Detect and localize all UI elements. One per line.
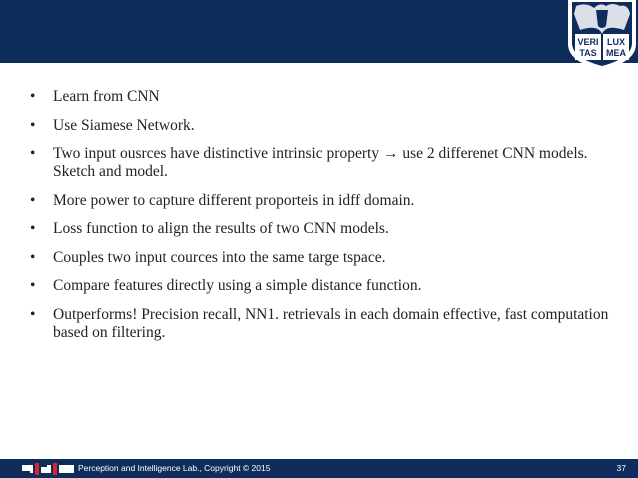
footer-bar (0, 459, 638, 478)
logo-text-veri: VERI (577, 37, 599, 47)
slide-content (30, 88, 610, 352)
bullet-dot: • (30, 116, 36, 134)
bullet-dot: • (30, 191, 36, 209)
bullet-dot: • (30, 277, 36, 294)
bullet-item (30, 145, 610, 181)
bullet-text: More power to capture different proporteis in idff domain. (53, 191, 415, 209)
bullet-dot: • (30, 248, 36, 266)
bullet-item (30, 277, 610, 295)
page-number: 37 (616, 463, 626, 473)
bullet-item (30, 220, 610, 238)
university-seal-logo (566, 0, 638, 70)
logo-text-tas: TAS (579, 48, 597, 58)
bullet-dot: • (30, 220, 36, 237)
bullet-text: Use Siamese Network. (53, 116, 195, 134)
bullet-item (30, 88, 610, 106)
bullet-text: Compare features directly using a simple distance function. (53, 277, 422, 294)
bullet-item (30, 117, 610, 135)
bullet-dot: • (30, 88, 36, 105)
bullet-item (30, 249, 610, 267)
bullet-text: Learn from CNN (53, 88, 160, 105)
lab-logo-icon (22, 463, 74, 475)
header-bar (0, 0, 638, 63)
bullet-dot: • (30, 145, 36, 162)
bullet-text: Outperforms! Precision recall, NN1. retrievals in each domain effective, fast computation based on filtering. (53, 305, 609, 341)
bullet-text: Couples two input cources into the same targe tspace. (53, 248, 386, 266)
bullet-list (30, 88, 610, 342)
bullet-text: Loss function to align the results of two CNN models. (53, 220, 389, 237)
bullet-item (30, 192, 610, 210)
bullet-text: Two input ousrces have distinctive intrinsic property → use 2 differenet CNN models. Sketch and model. (53, 145, 588, 180)
footer-credit: Perception and Intelligence Lab., Copyright © 2015 (78, 463, 271, 473)
bullet-item (30, 306, 610, 342)
logo-text-lux: LUX (607, 37, 625, 47)
logo-text-mea: MEA (606, 48, 626, 58)
bullet-dot: • (30, 305, 36, 323)
